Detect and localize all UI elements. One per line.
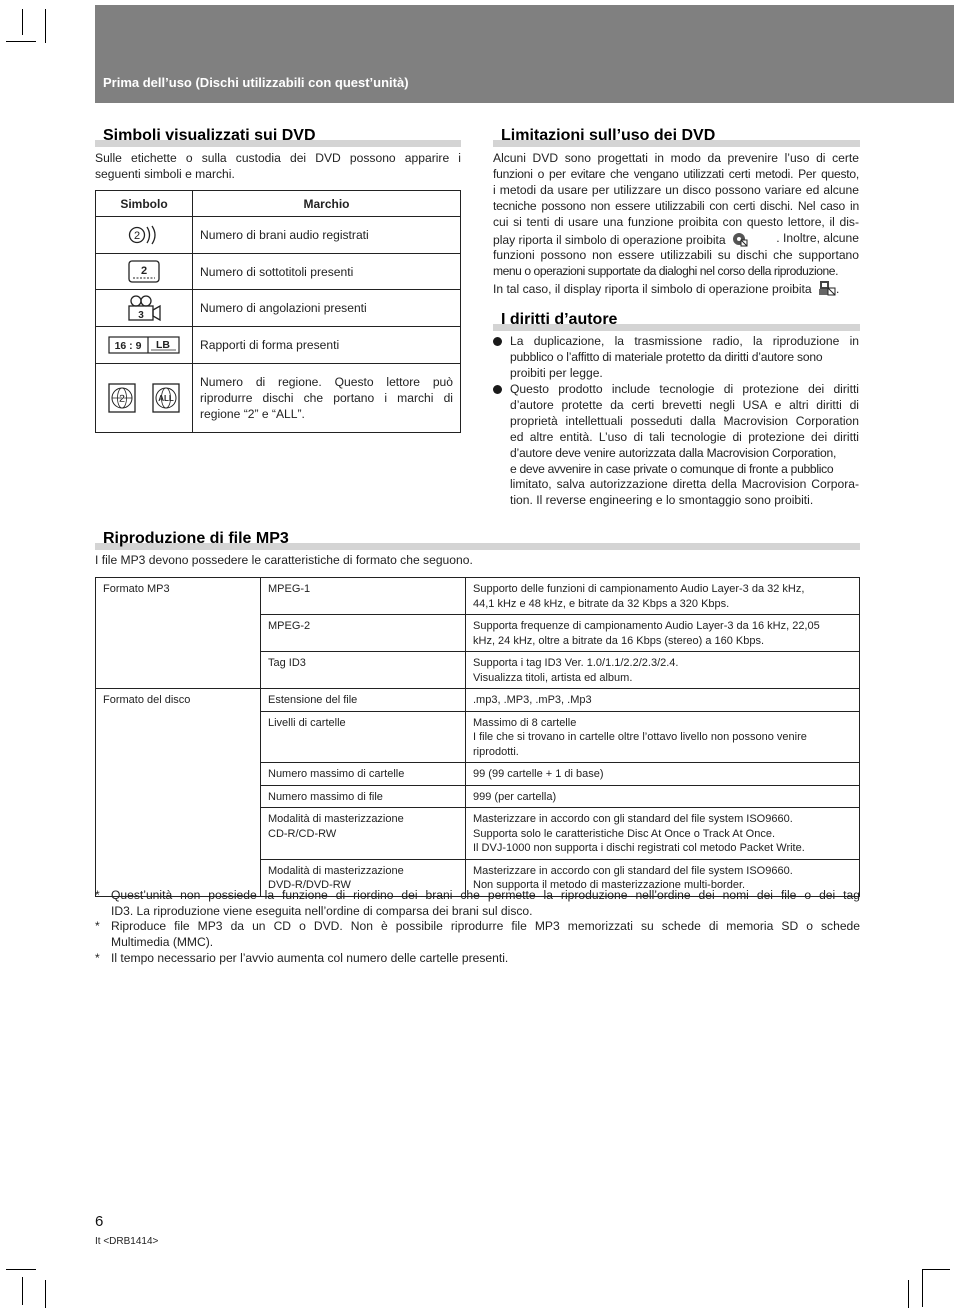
table-row — [96, 217, 461, 254]
list-item — [493, 334, 859, 382]
property-name: DVD-R/DVD-RW — [268, 879, 351, 891]
text-line: ed altre entità. L’uso di tali tecnologie di protezione dei diritti — [510, 429, 859, 444]
property-cell — [261, 711, 466, 763]
property-name: Modalità di masterizzazione — [268, 864, 404, 877]
text-line: pubblico o l’affitto di materiale protetto da diritti d’autore sono — [510, 349, 823, 364]
column-header-symbol: Simbolo — [96, 191, 193, 217]
value-cell — [466, 578, 860, 615]
copyright-section-title: I diritti d’autore — [501, 311, 618, 328]
doc-code: It <DRB1414> — [95, 1236, 159, 1247]
footnote-text — [111, 918, 860, 950]
table-row — [96, 327, 461, 364]
value-line: 999 (per cartella) — [473, 790, 557, 803]
text-fragment: play riporta il simbolo di operazione proibita — [493, 232, 726, 247]
text-line: cui si tenti di usare una funzione proibita con questo lettore, il dis- — [493, 214, 859, 229]
text-line: tecniche possono non essere utilizzabili con certi dischi. Nel caso in — [493, 198, 859, 213]
property-cell — [261, 785, 466, 808]
property-name: Estensione del file — [268, 694, 358, 706]
value-line: Masterizzare in accordo con gli standard del file system ISO9660. — [473, 813, 793, 825]
description-cell — [193, 364, 461, 433]
value-line: Il DVJ-1000 non supporta i dischi registrati col metodo Packet Write. — [473, 842, 805, 854]
symbols-intro — [95, 151, 461, 183]
description-line: Numero di regione. Questo lettore può — [200, 375, 453, 389]
crop-mark — [908, 1280, 909, 1308]
footnote-marker: * — [95, 951, 100, 965]
value-line: .mp3, .MP3, .mP3, .Mp3 — [473, 694, 592, 706]
value-line: 44,1 kHz e 48 kHz, e bitrate da 32 Kbps a 320 Kbps. — [473, 597, 730, 610]
text-line: Questo prodotto include tecnologie di protezione dei diritti — [510, 382, 859, 396]
limitations-section-title: Limitazioni sull’uso dei DVD — [501, 127, 716, 144]
value-cell — [466, 808, 860, 860]
text-line: seguenti simboli e marchi. — [95, 166, 235, 181]
mp3-format-table — [95, 577, 860, 897]
bullet-text — [510, 382, 859, 509]
table-row — [96, 290, 461, 327]
text-line: limitato, salva autorizzazione diretta della Macrovision Corpora- — [510, 477, 859, 492]
value-line: Masterizzare in accordo con gli standard del file system ISO9660. — [473, 864, 793, 877]
text-line: d’autore deve venire autorizzata dalla Macrovision Corporation, — [510, 445, 837, 460]
property-name: Livelli di cartelle — [268, 716, 346, 729]
text-line: Multimedia (MMC). — [111, 935, 214, 949]
crop-mark — [6, 1269, 36, 1270]
bullet-icon — [493, 385, 502, 394]
text-line: Sulle etichette o sulla custodia dei DVD possono apparire i — [95, 151, 461, 165]
symbol-cell — [96, 217, 193, 254]
footnote-marker: * — [95, 919, 100, 933]
prohibited-operation-icon — [732, 231, 748, 247]
list-item — [493, 382, 859, 510]
symbols-section-title: Simboli visualizzati sui DVD — [103, 127, 316, 144]
symbol-cell — [96, 327, 193, 364]
description-line: riprodurre dischi che portano i marchi di — [200, 391, 453, 405]
audio-tracks-icon — [127, 224, 161, 246]
text-line: menu o operazioni supportate da dialoghi nel corso della riproduzione. — [493, 264, 838, 279]
symbol-lb: LB — [156, 339, 170, 351]
value-line: kHz, 24 kHz, oltre a bitrate da 16 Kbps (stereo) a 160 Kbps. — [473, 634, 765, 647]
description-cell — [193, 217, 461, 254]
text-line: proibiti per legge. — [510, 365, 603, 380]
value-line: Massimo di 8 cartelle — [473, 716, 577, 729]
footnote-text — [111, 887, 860, 919]
footnote-marker: * — [95, 888, 100, 902]
text-line-with-icon — [493, 280, 859, 298]
value-line: Visualizza titoli, artista ed album. — [473, 671, 633, 684]
group-label: Formato del disco — [103, 694, 191, 706]
description-text: Numero di brani audio registrati — [200, 228, 369, 242]
text-line-with-icon — [493, 231, 859, 249]
text-fragment: In tal caso, il display riporta il simbolo di operazione proibita — [493, 282, 812, 297]
value-cell — [466, 763, 860, 786]
crop-mark — [922, 1269, 923, 1307]
footnote — [95, 950, 860, 966]
text-line: Il tempo necessario per l’avvio aumenta col numero delle cartelle presenti. — [111, 951, 509, 965]
text-line: Quest’unità non possiede la funzione di riordino dei brani che permette la riproduzione nell’ordine dei nomi dei file o dei tag — [111, 888, 860, 902]
description-text: Numero di sottotitoli presenti — [200, 264, 354, 279]
text-line: Alcuni DVD sono progettati in modo da prevenire l’uso di certe — [493, 151, 859, 165]
symbol-cell — [96, 254, 193, 290]
value-cell — [466, 615, 860, 652]
value-line: Supporta solo le caratteristiche Disc At Once o Track At Once. — [473, 827, 776, 840]
mp3-section-heading — [95, 530, 860, 550]
value-line: Supporta frequenze di campionamento Audio Layer-3 da 16 kHz, 22,05 — [473, 620, 820, 632]
value-cell — [466, 689, 860, 712]
footnote-text — [111, 950, 860, 966]
table-row — [96, 254, 461, 290]
value-line: 99 (99 cartelle + 1 di base) — [473, 768, 604, 780]
value-line: I file che si trovano in cartelle oltre l’ottavo livello non possono venire — [473, 731, 807, 743]
limitations-text — [493, 151, 859, 298]
text-line: d’autore protette da certi brevetti negli USA e altri diritti di — [510, 397, 859, 412]
symbol-number: 2 — [140, 264, 148, 277]
crop-mark — [922, 1269, 950, 1270]
footnote — [95, 918, 860, 950]
text-fragment: . — [836, 282, 840, 297]
bullet-icon — [493, 337, 502, 346]
group-label: Formato MP3 — [103, 583, 170, 595]
property-cell — [261, 808, 466, 860]
property-name: MPEG-2 — [268, 620, 311, 632]
page-number: 6 — [95, 1213, 104, 1230]
region-globe-icon — [106, 382, 182, 414]
text-line: Riproduce file MP3 da un CD o DVD. Non è possibile riprodurre file MP3 memorizzati su schede di memoria SD o schede — [111, 919, 860, 933]
symbol-number: 3 — [138, 310, 144, 321]
description-cell — [193, 327, 461, 364]
limitations-section-heading — [493, 127, 860, 147]
text-line: funzioni o per evitare che vengano utilizzati certi metodi. Per questo, — [493, 166, 859, 181]
description-cell — [193, 254, 461, 290]
description-cell — [193, 290, 461, 327]
property-name: Numero massimo di file — [268, 790, 383, 803]
property-name: Tag ID3 — [268, 657, 306, 669]
crop-mark — [22, 1277, 23, 1305]
camera-angles-icon — [126, 294, 162, 322]
value-cell — [466, 652, 860, 689]
value-cell — [466, 785, 860, 808]
symbol-cell — [96, 364, 193, 433]
symbol-number: 2 — [133, 230, 141, 242]
crop-mark — [22, 9, 23, 35]
text-line: tion. Il reverse engineering e lo smontaggio sono proibiti. — [510, 493, 814, 508]
bullet-text — [510, 334, 859, 382]
value-cell — [466, 711, 860, 763]
aspect-ratio-icon — [108, 335, 180, 355]
crop-mark — [45, 1280, 46, 1308]
property-cell — [261, 652, 466, 689]
column-header-mark: Marchio — [193, 191, 461, 217]
section-label: Prima dell’uso (Dischi utilizzabili con quest’unità) — [103, 75, 409, 90]
description-line: regione “2” e “ALL”. — [200, 407, 305, 421]
value-line: Supporto delle funzioni di campionamento Audio Layer-3 da 32 kHz, — [473, 583, 805, 595]
text-line: funzioni possono non essere utilizzabili su dischi che supportano — [493, 248, 859, 263]
crop-mark — [45, 9, 46, 43]
symbols-table — [95, 190, 461, 433]
subtitles-icon — [127, 259, 161, 285]
property-cell — [261, 689, 466, 712]
crop-mark — [6, 41, 36, 42]
table-row — [96, 578, 860, 615]
value-line: Supporta i tag ID3 Ver. 1.0/1.1/2.2/2.3/2.4. — [473, 657, 679, 669]
mp3-intro: I file MP3 devono possedere le caratteristiche di formato che seguono. — [95, 553, 473, 567]
symbol-cell — [96, 290, 193, 327]
symbol-ratio: 16 : 9 — [114, 340, 142, 352]
property-cell — [261, 763, 466, 786]
table-row — [96, 689, 860, 712]
text-line: proprietà intellettuali posseduti dalla Macrovision Corporation — [510, 413, 859, 428]
property-name: CD-R/CD-RW — [268, 827, 337, 840]
description-text: Numero di angolazioni presenti — [200, 301, 367, 315]
text-line: i metodi da usare per utilizzare un disco possono variare ed alcune — [493, 182, 859, 197]
text-fragment: . Inoltre, alcune — [776, 230, 859, 245]
property-cell — [261, 578, 466, 615]
group-label-cell — [96, 689, 261, 897]
text-line: ID3. La riproduzione viene eseguita nell’ordine di comparsa dei brani sul disco. — [111, 904, 533, 918]
property-name: MPEG-1 — [268, 583, 311, 595]
group-label-cell — [96, 578, 261, 689]
description-text: Rapporti di forma presenti — [200, 338, 340, 352]
footnote — [95, 887, 860, 919]
property-name: Numero massimo di cartelle — [268, 768, 405, 780]
table-header-row — [96, 191, 461, 217]
value-line: riprodotti. — [473, 745, 519, 758]
value-line: Non supporta il metodo di masterizzazione multi-border. — [473, 879, 746, 891]
mp3-section-title: Riproduzione di file MP3 — [103, 530, 289, 547]
prohibited-menu-icon — [818, 280, 836, 296]
text-line: La duplicazione, la trasmissione radio, la riproduzione in — [510, 334, 859, 348]
text-line: e deve avvenire in case private o comunque di fronte a pubblico — [510, 461, 834, 476]
copyright-section-heading — [493, 311, 860, 331]
region-number: 2 — [118, 393, 126, 405]
table-row — [96, 364, 461, 433]
symbols-section-heading — [95, 127, 461, 147]
region-all: ALL — [158, 394, 174, 403]
property-name: Modalità di masterizzazione — [268, 813, 404, 825]
property-cell — [261, 615, 466, 652]
